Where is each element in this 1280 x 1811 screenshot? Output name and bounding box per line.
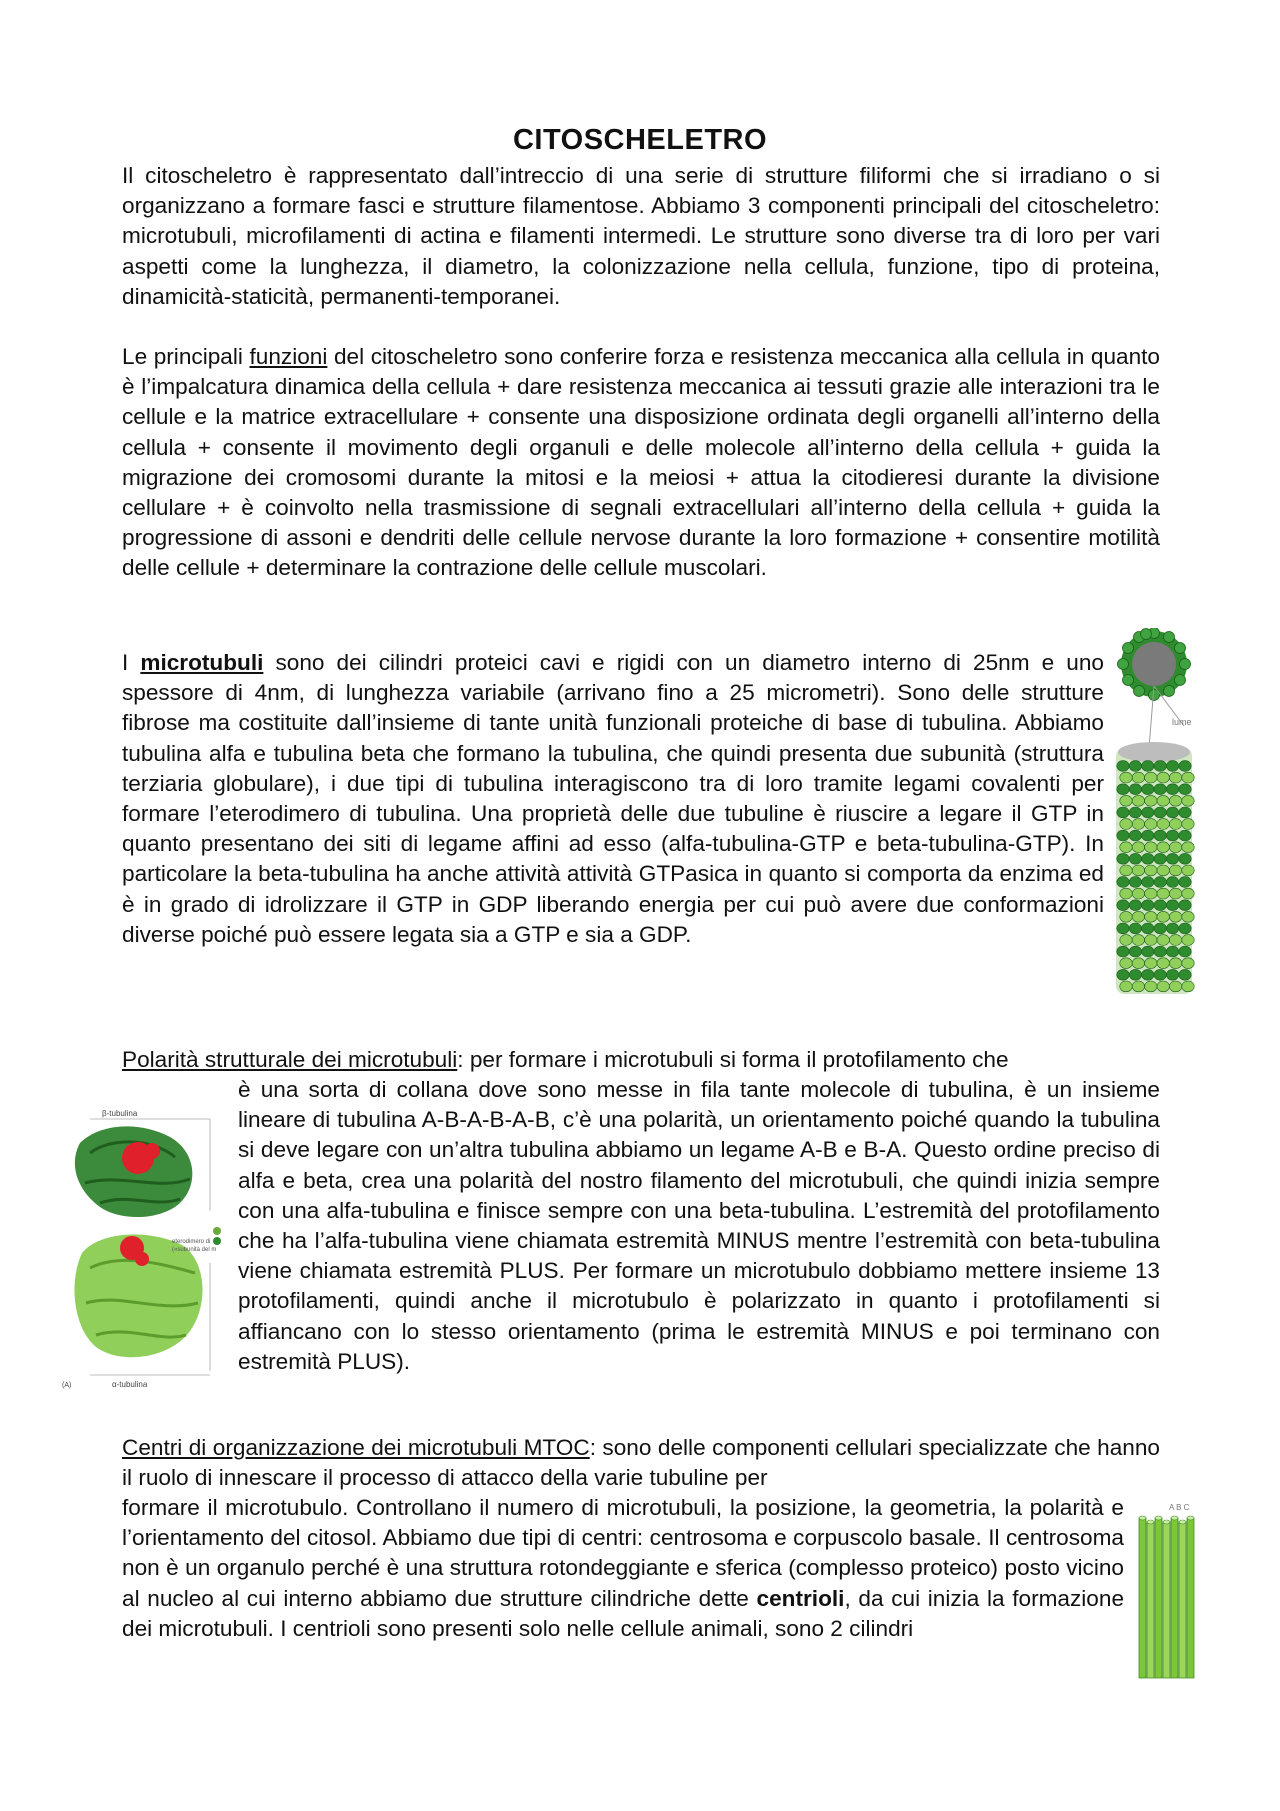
page-title: CITOSCHELETRO: [512, 124, 768, 156]
tubulin-bead: [1129, 923, 1141, 934]
tubulin-bead: [1154, 853, 1166, 864]
polarita-paragraph: [238, 1075, 1160, 1377]
tubulin-bead: [1129, 807, 1141, 818]
mtoc-heading: Centri di organizzazione dei microtubuli MTOC: [122, 1435, 590, 1460]
polarita-line1: : per formare i microtubuli si forma il protofilamento che: [457, 1047, 1009, 1072]
tubulin-bead: [1169, 819, 1181, 830]
tubulin-bead: [1129, 877, 1141, 888]
mtoc-line1: : sono delle componenti cellulari specializzate che hanno il ruolo di innescare il processo di attacco della varie tubuline per: [122, 1435, 1160, 1491]
tubulin-bead: [1129, 900, 1141, 911]
tubulin-bead: [1166, 853, 1178, 864]
tubulin-bead: [1117, 830, 1129, 841]
centriole-tube-top: [1171, 1516, 1178, 1520]
heterodimer-label-1: eterodimero di: [172, 1239, 211, 1245]
alpha-tubulin-label: α-tubulina: [112, 1380, 148, 1389]
tubulin-bead: [1154, 900, 1166, 911]
tubulin-bead: [1169, 981, 1181, 992]
tubulin-bead: [1145, 865, 1157, 876]
tubulin-bead: [1145, 911, 1157, 922]
centriole-triplets: [1139, 1516, 1194, 1678]
polarita-text: è una sorta di collana dove sono messe in fila tante molecole di tubulina, è un insieme lineare di tubulina A-B-A-B-A-B, c’è una polarità, un orientamento poiché quando la tubulina si deve legare con un’altra tubulina abbiamo un legame A-B e B-A. Questo ordine preciso di alfa e beta, crea una polarità del nostro filamento del microtubuli, che quindi inizia sempre con una alfa-tubulina e finisce sempre con una beta-tubulina. L’estremità del protofilamento che ha l’alfa-tubulina viene chiamata estremità MINUS mentre l’estremità con beta-tubulina viene chiamata estremità PLUS. Per formare un microtubulo dobbiamo mettere insieme 13 protofilamenti, quindi anche il microtubulo è polarizzato in quanto i protofilamenti si affiancano con lo stesso orientamento (prima le estremità MINUS e poi terminano con estremità PLUS).: [238, 1077, 1160, 1374]
tubulin-bead: [1182, 935, 1194, 946]
tubulin-bead: [1117, 969, 1129, 980]
tubulin-bead: [1179, 900, 1191, 911]
tubulin-bead: [1132, 772, 1144, 783]
tubulin-bead: [1142, 853, 1154, 864]
polarita-heading: Polarità strutturale dei microtubuli: [122, 1047, 458, 1072]
microtubuli-keyword: microtubuli: [140, 650, 264, 675]
tubulin-bead: [1132, 935, 1144, 946]
tubulin-bead: [1154, 969, 1166, 980]
tubulin-bead: [1145, 819, 1157, 830]
tubulin-bead: [1179, 923, 1191, 934]
mtoc-bold-centrioli: centrioli: [756, 1585, 845, 1611]
tubulin-bead: [1157, 981, 1169, 992]
beta-tubulin-label: β-tubulina: [102, 1109, 138, 1118]
tubulin-bead: [1166, 946, 1178, 957]
tubulin-bead: [1132, 842, 1144, 853]
centriole-tube: [1179, 1522, 1186, 1678]
tubulin-bead: [1154, 923, 1166, 934]
centriole-tube: [1147, 1522, 1154, 1678]
tubulin-bead: [1182, 795, 1194, 806]
tubulin-bead: [1166, 807, 1178, 818]
centriole-tube-top: [1155, 1516, 1162, 1520]
tubulin-bead: [1179, 761, 1191, 772]
tubulin-bead: [1157, 935, 1169, 946]
centriole-tube-top: [1163, 1520, 1170, 1524]
tubulin-bead: [1182, 911, 1194, 922]
tubulin-bead: [1120, 935, 1132, 946]
tubulin-bead: [1169, 795, 1181, 806]
tubulin-bead: [1120, 772, 1132, 783]
tubulin-bead: [1169, 911, 1181, 922]
tubulin-bead: [1154, 784, 1166, 795]
centriole-tube: [1171, 1518, 1178, 1678]
tubulin-bead: [1120, 865, 1132, 876]
tubulin-bead: [1179, 969, 1191, 980]
tubulin-bead: [1154, 877, 1166, 888]
tubulin-bead: [1157, 911, 1169, 922]
intro-text: Il citoscheletro è rappresentato dall’intreccio di una serie di strutture filiformi che si irradiano o si organizzano a formare fasci e strutture filamentose. Abbiamo 3 componenti principali del citoscheletro: microtubuli, microfilamenti di actina e filamenti intermedi. Le strutture sono diverse tra di loro per vari aspetti come la lunghezza, il diametro, la colonizzazione nella cellula, funzione, tipo di proteina, dinamicità-staticità, permanenti-temporanei.: [122, 163, 1160, 309]
tubulin-bead: [1179, 877, 1191, 888]
tubulin-bead: [1182, 981, 1194, 992]
tubulin-bead: [1154, 946, 1166, 957]
tubulin-bead: [1154, 830, 1166, 841]
tubulin-bead: [1117, 946, 1129, 957]
microtubule-cylinder: [1116, 742, 1194, 994]
tubulin-bead: [1120, 981, 1132, 992]
centriole-tube-top: [1147, 1520, 1154, 1524]
centriole-tube-top: [1139, 1516, 1146, 1520]
tubulin-bead: [1142, 969, 1154, 980]
tubulin-bead: [1129, 784, 1141, 795]
tubulin-bead: [1145, 842, 1157, 853]
funzioni-text: del citoscheletro sono conferire forza e resistenza meccanica alla cellula in quanto è l’impalcatura dinamica della cellula + dare resistenza meccanica ai tessuti grazie alle interazioni tra le cellule e la matrice extracellulare + consente una disposizione ordinata degli organelli all’interno della cellula + consente il movimento degli organuli e delle molecole all’interno della cellula + guida la migrazione dei cromosomi durante la mitosi e la meiosi + attua la citodieresi durante la divisione cellulare + è coinvolto nella trasmissione di segnali extracellulari all’interno della cellula + guida la progressione di assoni e dendriti delle cellule nervose durante la loro formazione + consentire motilità delle cellule + determinare la contrazione delle cellule muscolari.: [122, 344, 1160, 581]
tubulin-bead: [1166, 969, 1178, 980]
tubulin-bead: [1179, 946, 1191, 957]
tubulin-bead: [1117, 761, 1129, 772]
centriole-tube-top: [1179, 1520, 1186, 1524]
tubulin-bead: [1142, 761, 1154, 772]
tubulin-bead: [1120, 958, 1132, 969]
tubulin-bead: [1145, 795, 1157, 806]
centriole-tube: [1155, 1518, 1162, 1678]
centriole-figure: [1133, 1502, 1201, 1688]
tubulin-bead: [1157, 958, 1169, 969]
tubulin-bead: [1120, 819, 1132, 830]
tubulin-bead: [1169, 842, 1181, 853]
tubulin-bead: [1157, 772, 1169, 783]
tubulin-bead: [1154, 761, 1166, 772]
tubulin-bead: [1166, 784, 1178, 795]
microtubuli-lead: I: [122, 650, 141, 675]
tubulin-bead: [1169, 772, 1181, 783]
tubulin-bead: [1145, 772, 1157, 783]
tubulin-heterodimer-figure: [60, 1103, 230, 1395]
tubulin-bead: [1117, 877, 1129, 888]
tubulin-bead: [1129, 969, 1141, 980]
tubulin-bead: [1117, 784, 1129, 795]
tubulin-bead: [1157, 865, 1169, 876]
lume-label: lume: [1172, 717, 1192, 727]
tubulin-bead: [1169, 958, 1181, 969]
tubulin-bead: [1142, 900, 1154, 911]
tubulin-bead: [1182, 958, 1194, 969]
tubulin-bead: [1145, 958, 1157, 969]
microtubule-figure: [1108, 628, 1200, 1000]
tubulin-bead: [1132, 865, 1144, 876]
funzioni-lead: Le principali: [122, 344, 250, 369]
tubulin-bead: [1120, 911, 1132, 922]
tubulin-bead: [1182, 865, 1194, 876]
tubulin-bead: [1166, 877, 1178, 888]
panel-a-label: (A): [62, 1382, 72, 1389]
funzioni-paragraph: [122, 342, 1160, 584]
tubulin-bead: [1182, 772, 1194, 783]
mtoc-text-a: formare il microtubulo. Controllano il numero di microtubuli, la posizione, la geometria, la polarità e l’orientamento del citosol. Abbiamo due tipi di centri: centrosoma e corpuscolo basale. Il centrosoma non è un organulo perché è una struttura rotondeggiante e sferica (complesso proteico) posto vicino al nucleo al cui interno abbiamo due strutture cilindriche dette: [122, 1495, 1124, 1611]
polarita-first-line: [122, 1045, 1160, 1075]
tubulin-bead: [1120, 888, 1132, 899]
funzioni-keyword: funzioni: [249, 344, 328, 369]
tubulin-bead: [1142, 877, 1154, 888]
microtubuli-paragraph: [122, 648, 1104, 950]
intro-paragraph: [122, 161, 1160, 312]
tubulin-bead: [1157, 795, 1169, 806]
tubulin-bead: [1166, 900, 1178, 911]
centriole-tube: [1139, 1518, 1146, 1678]
tubulin-bead: [1182, 888, 1194, 899]
tubulin-bead: [1129, 946, 1141, 957]
tubulin-bead: [1179, 853, 1191, 864]
tubulin-bead: [1142, 807, 1154, 818]
tubulin-bead: [1179, 807, 1191, 818]
tubulin-bead: [1142, 784, 1154, 795]
tubulin-bead: [1182, 819, 1194, 830]
tubulin-bead: [1179, 784, 1191, 795]
tubulin-bead: [1120, 795, 1132, 806]
centriole-tube: [1187, 1518, 1194, 1678]
tubulin-bead: [1145, 935, 1157, 946]
tubulin-bead: [1132, 888, 1144, 899]
tubulin-bead: [1169, 935, 1181, 946]
centriole-tube: [1163, 1522, 1170, 1678]
tubulin-bead: [1142, 946, 1154, 957]
tubulin-bead: [1132, 911, 1144, 922]
tubulin-bead: [1117, 853, 1129, 864]
tubulin-bead: [1129, 853, 1141, 864]
tubulin-bead: [1154, 807, 1166, 818]
beta-tubulin-ribbon: [75, 1126, 192, 1217]
tubulin-bead: [1182, 842, 1194, 853]
tubulin-bead: [1166, 830, 1178, 841]
tubulin-bead: [1132, 981, 1144, 992]
mtoc-paragraph: [122, 1493, 1124, 1644]
tubulin-bead: [1166, 761, 1178, 772]
mtoc-first-lines: [122, 1433, 1160, 1493]
tubulin-bead: [1132, 819, 1144, 830]
tubulin-bead: [1117, 900, 1129, 911]
tubulin-bead: [1157, 819, 1169, 830]
tubulin-bead: [1166, 923, 1178, 934]
tubulin-bead: [1120, 842, 1132, 853]
centriole-tube-top: [1187, 1516, 1194, 1520]
tubulin-bead: [1132, 958, 1144, 969]
centriole-abc-label: A B C: [1169, 1503, 1190, 1512]
microtubuli-text: sono dei cilindri proteici cavi e rigidi con un diametro interno di 25nm e uno spessore di 4nm, di lunghezza variabile (arrivano fino a 25 micrometri). Sono delle strutture fibrose ma costituite dall’insieme di tante unità funzionali proteiche di base di tubulina. Abbiamo tubulina alfa e tubulina beta che formano la tubulina, che quindi presenta due subunità (struttura terziaria globulare), i due tipi di tubulina interagiscono tra di loro tramite legami covalenti per formare l’eterodimero di tubulina. Una proprietà delle due tubuline è riuscire a legare il GTP in quanto presentano dei siti di legame affini ad esso (alfa-tubulina-GTP e beta-tubulina-GTP). In particolare la beta-tubulina ha anche attività attività GTPasica in quanto si comporta da enzima ed è in grado di idrolizzare il GTP in GDP liberando energia per cui può avere due conformazioni diverse poiché può essere legata sia a GTP e sia a GDP.: [122, 650, 1104, 947]
tubulin-bead: [1117, 807, 1129, 818]
tubulin-bead: [1157, 888, 1169, 899]
tubulin-bead: [1117, 923, 1129, 934]
tubulin-bead: [1129, 830, 1141, 841]
tubulin-bead: [1169, 888, 1181, 899]
tubulin-bead: [1142, 830, 1154, 841]
tubulin-bead: [1132, 795, 1144, 806]
tubulin-bead: [1142, 923, 1154, 934]
heterodimer-label-2: («subunità del m: [172, 1247, 217, 1253]
tubulin-bead: [1169, 865, 1181, 876]
tubulin-bead: [1157, 842, 1169, 853]
tubulin-bead: [1145, 981, 1157, 992]
tubulin-bead: [1145, 888, 1157, 899]
mtoc-text-b: , da cui inizia la formazione dei microtubuli. I centrioli sono presenti solo nelle cellule animali, sono 2 cilindri: [122, 1585, 1125, 1641]
tubulin-bead: [1129, 761, 1141, 772]
tubulin-bead: [1179, 830, 1191, 841]
